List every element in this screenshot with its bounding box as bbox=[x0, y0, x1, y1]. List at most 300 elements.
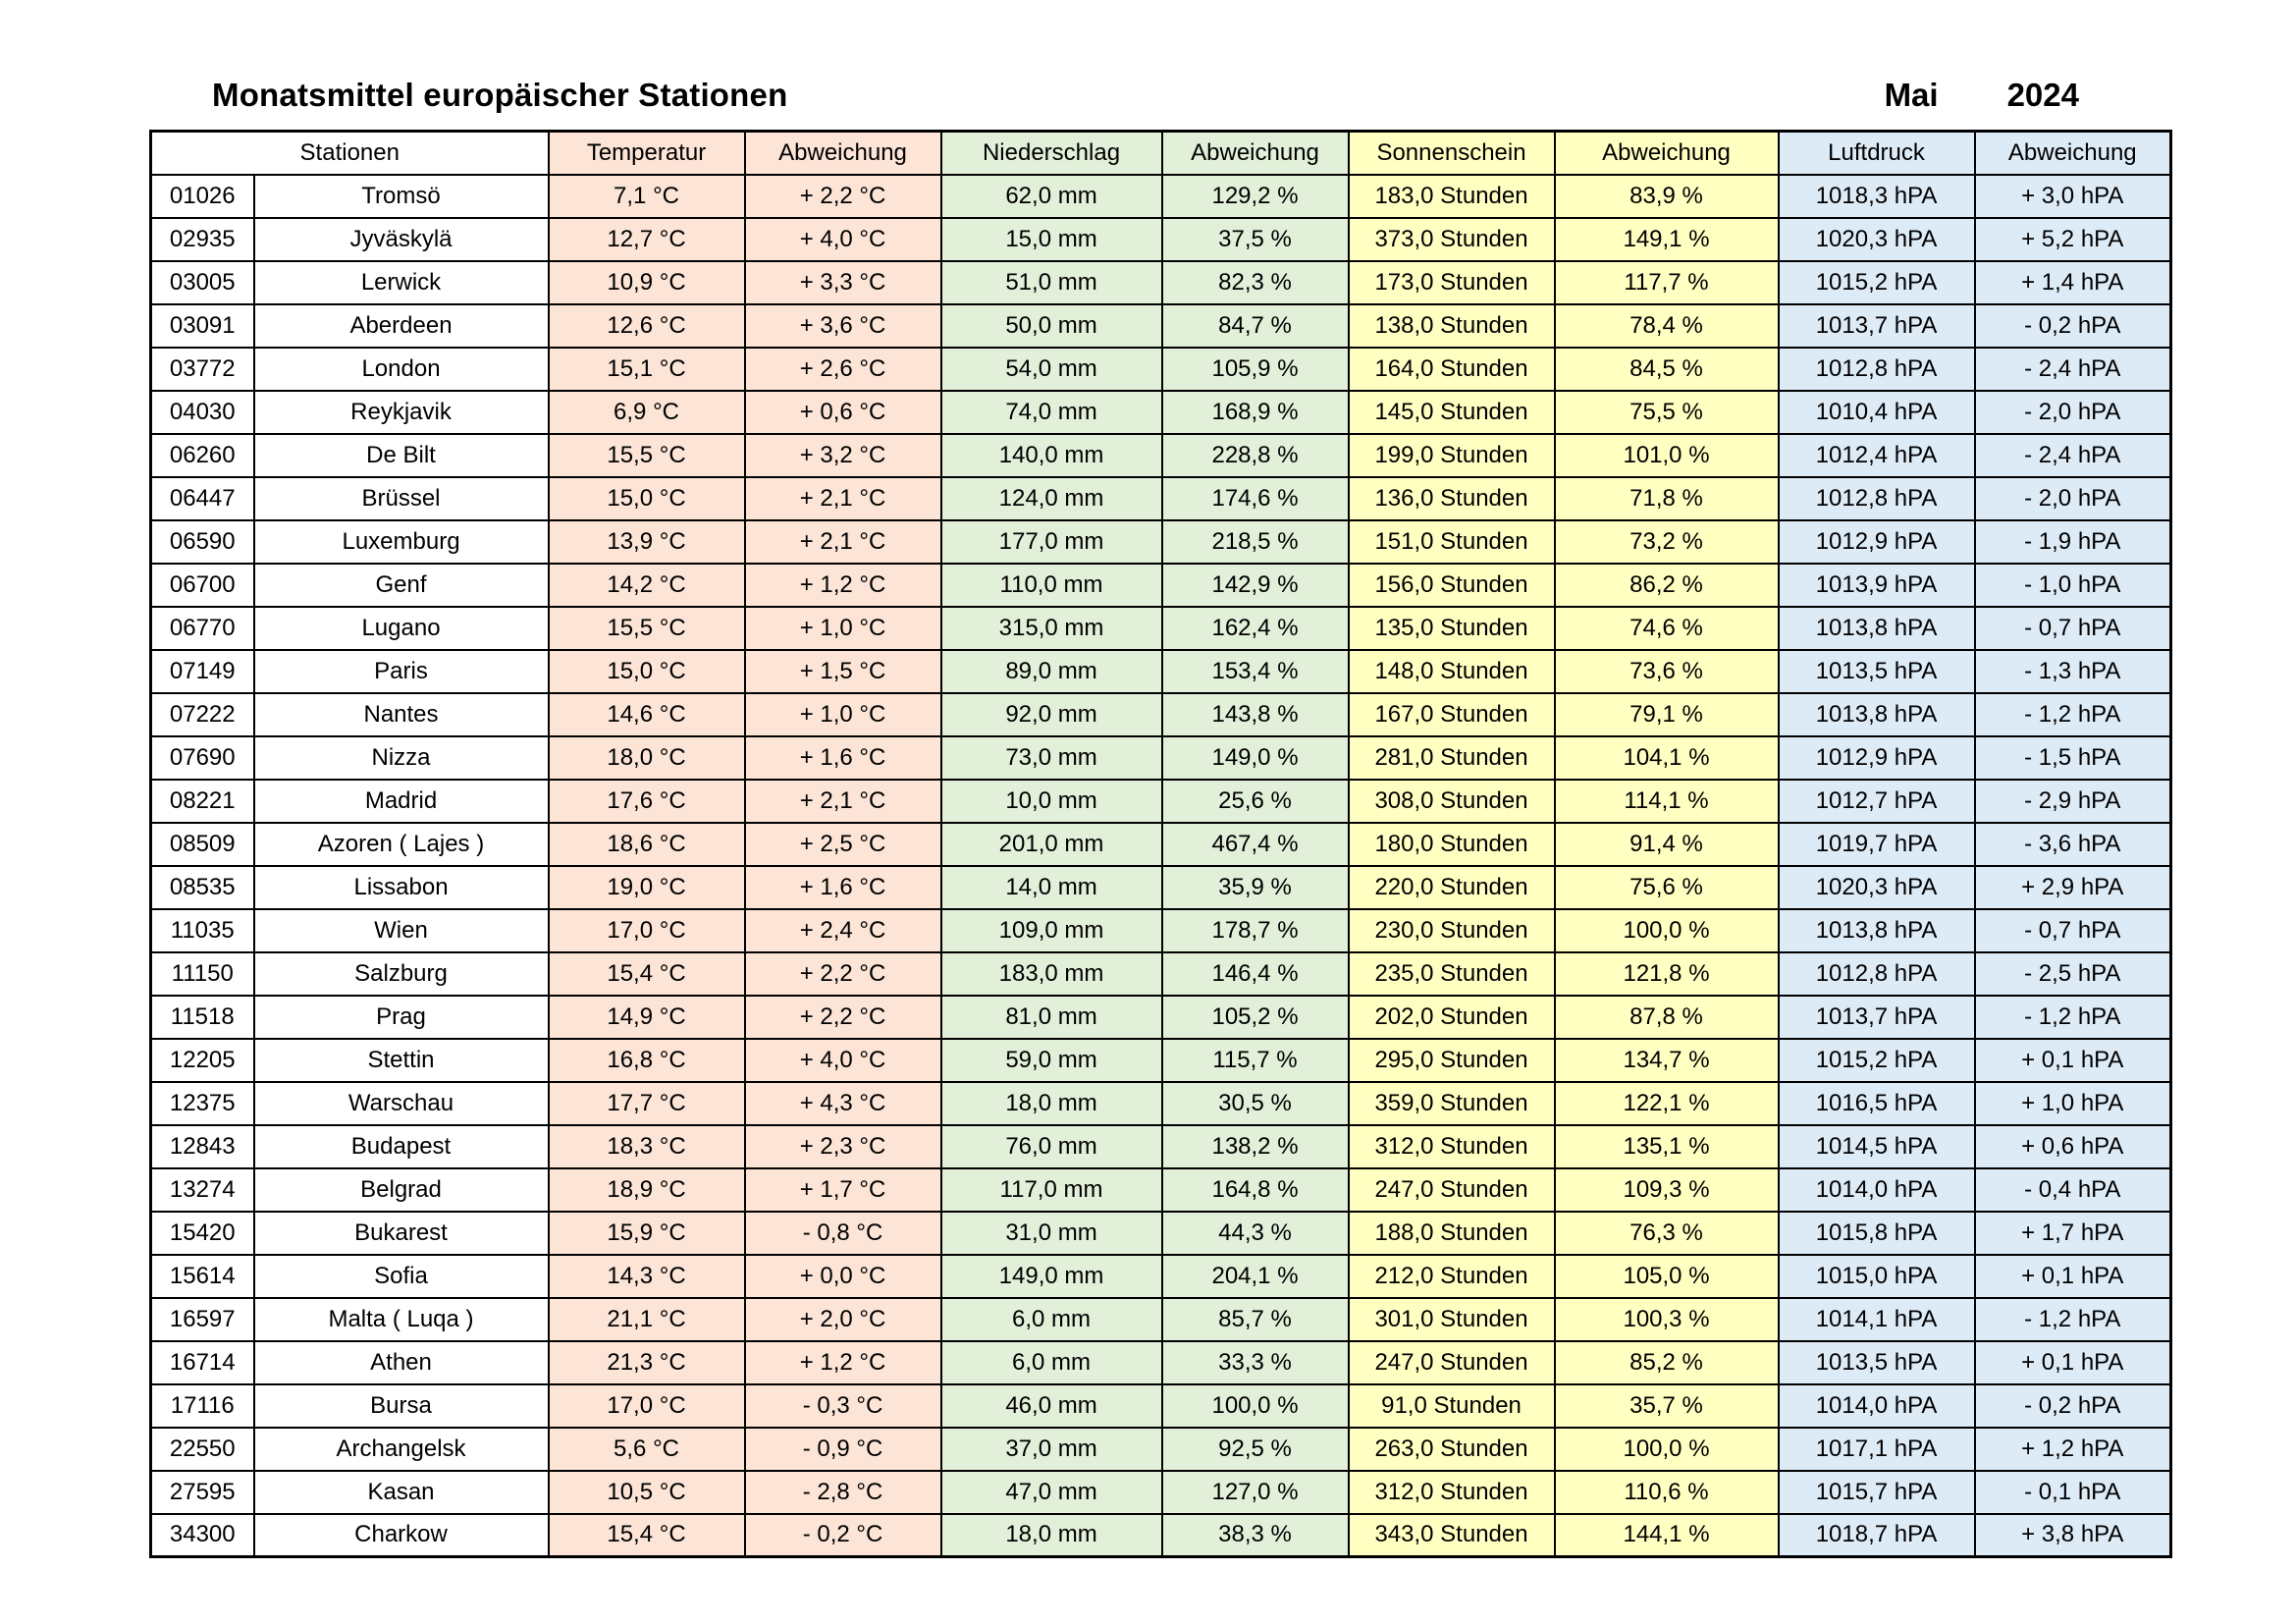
station-name: Reykjavik bbox=[254, 391, 549, 434]
sunshine-deviation: 75,5 % bbox=[1555, 391, 1779, 434]
sunshine-value: 295,0 Stunden bbox=[1349, 1039, 1555, 1082]
pressure-deviation: - 0,2 hPA bbox=[1975, 1384, 2171, 1428]
precipitation-deviation: 92,5 % bbox=[1162, 1428, 1349, 1471]
precipitation-value: 201,0 mm bbox=[941, 823, 1162, 866]
precipitation-value: 183,0 mm bbox=[941, 952, 1162, 996]
precipitation-value: 18,0 mm bbox=[941, 1514, 1162, 1557]
station-id: 17116 bbox=[151, 1384, 254, 1428]
temperature-value: 15,1 °C bbox=[549, 348, 745, 391]
pressure-value: 1015,0 hPA bbox=[1779, 1255, 1975, 1298]
station-name: Lerwick bbox=[254, 261, 549, 304]
pressure-value: 1019,7 hPA bbox=[1779, 823, 1975, 866]
station-row bbox=[151, 1082, 2171, 1125]
station-name: Lugano bbox=[254, 607, 549, 650]
sunshine-deviation: 79,1 % bbox=[1555, 693, 1779, 736]
station-name: Lissabon bbox=[254, 866, 549, 909]
sunshine-deviation: 117,7 % bbox=[1555, 261, 1779, 304]
precipitation-deviation: 129,2 % bbox=[1162, 175, 1349, 218]
sunshine-value: 281,0 Stunden bbox=[1349, 736, 1555, 780]
station-id: 03091 bbox=[151, 304, 254, 348]
station-row bbox=[151, 1125, 2171, 1168]
pressure-deviation: - 2,4 hPA bbox=[1975, 434, 2171, 477]
temperature-deviation: - 0,8 °C bbox=[745, 1212, 941, 1255]
sunshine-deviation: 134,7 % bbox=[1555, 1039, 1779, 1082]
station-row bbox=[151, 909, 2171, 952]
sunshine-value: 247,0 Stunden bbox=[1349, 1168, 1555, 1212]
temperature-deviation: + 3,6 °C bbox=[745, 304, 941, 348]
precipitation-value: 149,0 mm bbox=[941, 1255, 1162, 1298]
sunshine-value: 135,0 Stunden bbox=[1349, 607, 1555, 650]
station-row bbox=[151, 520, 2171, 564]
pressure-deviation: - 1,0 hPA bbox=[1975, 564, 2171, 607]
temperature-value: 10,5 °C bbox=[549, 1471, 745, 1514]
temperature-value: 15,9 °C bbox=[549, 1212, 745, 1255]
station-id: 11150 bbox=[151, 952, 254, 996]
precipitation-value: 89,0 mm bbox=[941, 650, 1162, 693]
precipitation-deviation: 37,5 % bbox=[1162, 218, 1349, 261]
report-date bbox=[1885, 77, 2079, 114]
station-id: 07222 bbox=[151, 693, 254, 736]
precipitation-value: 315,0 mm bbox=[941, 607, 1162, 650]
temperature-deviation: + 2,4 °C bbox=[745, 909, 941, 952]
temperature-value: 14,2 °C bbox=[549, 564, 745, 607]
station-row bbox=[151, 175, 2171, 218]
station-row bbox=[151, 348, 2171, 391]
station-id: 11518 bbox=[151, 996, 254, 1039]
temperature-deviation: + 2,3 °C bbox=[745, 1125, 941, 1168]
station-id: 11035 bbox=[151, 909, 254, 952]
temperature-deviation: + 1,2 °C bbox=[745, 1341, 941, 1384]
temperature-deviation: + 2,1 °C bbox=[745, 780, 941, 823]
precipitation-deviation: 218,5 % bbox=[1162, 520, 1349, 564]
sunshine-value: 301,0 Stunden bbox=[1349, 1298, 1555, 1341]
station-name: Nantes bbox=[254, 693, 549, 736]
sunshine-deviation: 84,5 % bbox=[1555, 348, 1779, 391]
temperature-value: 17,6 °C bbox=[549, 780, 745, 823]
document-header bbox=[149, 77, 2169, 114]
station-name: Aberdeen bbox=[254, 304, 549, 348]
station-id: 03772 bbox=[151, 348, 254, 391]
temperature-deviation: + 4,0 °C bbox=[745, 218, 941, 261]
pressure-deviation: + 0,1 hPA bbox=[1975, 1039, 2171, 1082]
station-row bbox=[151, 866, 2171, 909]
precipitation-deviation: 44,3 % bbox=[1162, 1212, 1349, 1255]
station-row bbox=[151, 434, 2171, 477]
station-id: 08535 bbox=[151, 866, 254, 909]
pressure-deviation: - 1,2 hPA bbox=[1975, 996, 2171, 1039]
station-id: 08221 bbox=[151, 780, 254, 823]
sunshine-deviation: 83,9 % bbox=[1555, 175, 1779, 218]
station-name: Bukarest bbox=[254, 1212, 549, 1255]
sunshine-value: 212,0 Stunden bbox=[1349, 1255, 1555, 1298]
pressure-value: 1020,3 hPA bbox=[1779, 218, 1975, 261]
pressure-deviation: - 2,9 hPA bbox=[1975, 780, 2171, 823]
precipitation-value: 51,0 mm bbox=[941, 261, 1162, 304]
temperature-value: 21,1 °C bbox=[549, 1298, 745, 1341]
station-name: De Bilt bbox=[254, 434, 549, 477]
temperature-deviation: + 1,0 °C bbox=[745, 693, 941, 736]
station-name: Stettin bbox=[254, 1039, 549, 1082]
pressure-deviation: + 3,0 hPA bbox=[1975, 175, 2171, 218]
precipitation-value: 74,0 mm bbox=[941, 391, 1162, 434]
pressure-value: 1014,0 hPA bbox=[1779, 1384, 1975, 1428]
sunshine-deviation: 135,1 % bbox=[1555, 1125, 1779, 1168]
temperature-value: 17,7 °C bbox=[549, 1082, 745, 1125]
temperature-value: 18,6 °C bbox=[549, 823, 745, 866]
sunshine-deviation: 73,6 % bbox=[1555, 650, 1779, 693]
precipitation-deviation: 38,3 % bbox=[1162, 1514, 1349, 1557]
sunshine-deviation: 105,0 % bbox=[1555, 1255, 1779, 1298]
precipitation-deviation: 138,2 % bbox=[1162, 1125, 1349, 1168]
station-name: Madrid bbox=[254, 780, 549, 823]
precipitation-value: 18,0 mm bbox=[941, 1082, 1162, 1125]
pressure-deviation: - 3,6 hPA bbox=[1975, 823, 2171, 866]
station-row bbox=[151, 1039, 2171, 1082]
sunshine-value: 308,0 Stunden bbox=[1349, 780, 1555, 823]
pressure-value: 1013,8 hPA bbox=[1779, 607, 1975, 650]
sunshine-value: 151,0 Stunden bbox=[1349, 520, 1555, 564]
sunshine-deviation: 104,1 % bbox=[1555, 736, 1779, 780]
header-luftdruck: Luftdruck bbox=[1779, 132, 1975, 175]
sunshine-deviation: 122,1 % bbox=[1555, 1082, 1779, 1125]
station-row bbox=[151, 261, 2171, 304]
pressure-deviation: - 0,7 hPA bbox=[1975, 607, 2171, 650]
sunshine-value: 373,0 Stunden bbox=[1349, 218, 1555, 261]
sunshine-value: 173,0 Stunden bbox=[1349, 261, 1555, 304]
report-month: Mai bbox=[1884, 77, 1939, 113]
station-id: 07149 bbox=[151, 650, 254, 693]
station-row bbox=[151, 1298, 2171, 1341]
pressure-value: 1014,5 hPA bbox=[1779, 1125, 1975, 1168]
station-name: Budapest bbox=[254, 1125, 549, 1168]
temperature-value: 5,6 °C bbox=[549, 1428, 745, 1471]
precipitation-deviation: 168,9 % bbox=[1162, 391, 1349, 434]
temperature-deviation: + 2,2 °C bbox=[745, 996, 941, 1039]
pressure-value: 1017,1 hPA bbox=[1779, 1428, 1975, 1471]
station-row bbox=[151, 1168, 2171, 1212]
temperature-value: 13,9 °C bbox=[549, 520, 745, 564]
pressure-value: 1012,7 hPA bbox=[1779, 780, 1975, 823]
precipitation-value: 10,0 mm bbox=[941, 780, 1162, 823]
station-id: 15420 bbox=[151, 1212, 254, 1255]
station-name: Charkow bbox=[254, 1514, 549, 1557]
pressure-deviation: - 1,9 hPA bbox=[1975, 520, 2171, 564]
sunshine-value: 199,0 Stunden bbox=[1349, 434, 1555, 477]
station-name: Bursa bbox=[254, 1384, 549, 1428]
station-id: 22550 bbox=[151, 1428, 254, 1471]
temperature-deviation: + 1,2 °C bbox=[745, 564, 941, 607]
header-sonnenschein: Sonnenschein bbox=[1349, 132, 1555, 175]
precipitation-deviation: 25,6 % bbox=[1162, 780, 1349, 823]
station-id: 12375 bbox=[151, 1082, 254, 1125]
precipitation-value: 37,0 mm bbox=[941, 1428, 1162, 1471]
station-name: Warschau bbox=[254, 1082, 549, 1125]
pressure-deviation: - 0,4 hPA bbox=[1975, 1168, 2171, 1212]
pressure-deviation: + 0,1 hPA bbox=[1975, 1255, 2171, 1298]
station-row bbox=[151, 1471, 2171, 1514]
precipitation-deviation: 174,6 % bbox=[1162, 477, 1349, 520]
pressure-value: 1013,8 hPA bbox=[1779, 693, 1975, 736]
precipitation-value: 109,0 mm bbox=[941, 909, 1162, 952]
precipitation-deviation: 85,7 % bbox=[1162, 1298, 1349, 1341]
station-id: 13274 bbox=[151, 1168, 254, 1212]
report-year: 2024 bbox=[2006, 77, 2079, 113]
pressure-deviation: - 1,5 hPA bbox=[1975, 736, 2171, 780]
station-row bbox=[151, 1255, 2171, 1298]
sunshine-deviation: 109,3 % bbox=[1555, 1168, 1779, 1212]
pressure-deviation: - 2,5 hPA bbox=[1975, 952, 2171, 996]
station-id: 27595 bbox=[151, 1471, 254, 1514]
station-id: 01026 bbox=[151, 175, 254, 218]
temperature-value: 18,0 °C bbox=[549, 736, 745, 780]
temperature-value: 14,6 °C bbox=[549, 693, 745, 736]
sunshine-value: 220,0 Stunden bbox=[1349, 866, 1555, 909]
station-row bbox=[151, 1514, 2171, 1557]
station-name: Paris bbox=[254, 650, 549, 693]
sunshine-deviation: 76,3 % bbox=[1555, 1212, 1779, 1255]
temperature-value: 15,4 °C bbox=[549, 952, 745, 996]
precipitation-value: 62,0 mm bbox=[941, 175, 1162, 218]
temperature-deviation: + 1,0 °C bbox=[745, 607, 941, 650]
station-name: Athen bbox=[254, 1341, 549, 1384]
sunshine-value: 312,0 Stunden bbox=[1349, 1471, 1555, 1514]
precipitation-deviation: 84,7 % bbox=[1162, 304, 1349, 348]
station-id: 08509 bbox=[151, 823, 254, 866]
precipitation-deviation: 228,8 % bbox=[1162, 434, 1349, 477]
pressure-deviation: - 2,0 hPA bbox=[1975, 391, 2171, 434]
sunshine-value: 312,0 Stunden bbox=[1349, 1125, 1555, 1168]
sunshine-deviation: 78,4 % bbox=[1555, 304, 1779, 348]
precipitation-deviation: 115,7 % bbox=[1162, 1039, 1349, 1082]
precipitation-value: 46,0 mm bbox=[941, 1384, 1162, 1428]
precipitation-value: 81,0 mm bbox=[941, 996, 1162, 1039]
sunshine-deviation: 35,7 % bbox=[1555, 1384, 1779, 1428]
pressure-value: 1016,5 hPA bbox=[1779, 1082, 1975, 1125]
temperature-deviation: + 3,3 °C bbox=[745, 261, 941, 304]
pressure-deviation: + 1,0 hPA bbox=[1975, 1082, 2171, 1125]
pressure-deviation: + 1,4 hPA bbox=[1975, 261, 2171, 304]
precipitation-deviation: 153,4 % bbox=[1162, 650, 1349, 693]
station-name: Archangelsk bbox=[254, 1428, 549, 1471]
precipitation-deviation: 105,2 % bbox=[1162, 996, 1349, 1039]
temperature-value: 6,9 °C bbox=[549, 391, 745, 434]
page-title: Monatsmittel europäischer Stationen bbox=[212, 77, 788, 113]
temperature-value: 21,3 °C bbox=[549, 1341, 745, 1384]
station-row bbox=[151, 780, 2171, 823]
pressure-deviation: - 1,3 hPA bbox=[1975, 650, 2171, 693]
station-row bbox=[151, 1428, 2171, 1471]
station-name: Malta ( Luqa ) bbox=[254, 1298, 549, 1341]
sunshine-value: 167,0 Stunden bbox=[1349, 693, 1555, 736]
sunshine-value: 136,0 Stunden bbox=[1349, 477, 1555, 520]
precipitation-value: 117,0 mm bbox=[941, 1168, 1162, 1212]
pressure-value: 1013,9 hPA bbox=[1779, 564, 1975, 607]
station-row bbox=[151, 607, 2171, 650]
pressure-deviation: - 0,1 hPA bbox=[1975, 1471, 2171, 1514]
temperature-value: 15,0 °C bbox=[549, 650, 745, 693]
sunshine-deviation: 87,8 % bbox=[1555, 996, 1779, 1039]
temperature-value: 18,9 °C bbox=[549, 1168, 745, 1212]
sunshine-deviation: 73,2 % bbox=[1555, 520, 1779, 564]
sunshine-deviation: 110,6 % bbox=[1555, 1471, 1779, 1514]
sunshine-deviation: 101,0 % bbox=[1555, 434, 1779, 477]
temperature-deviation: + 3,2 °C bbox=[745, 434, 941, 477]
temperature-value: 7,1 °C bbox=[549, 175, 745, 218]
station-row bbox=[151, 1341, 2171, 1384]
pressure-value: 1018,3 hPA bbox=[1779, 175, 1975, 218]
station-id: 16597 bbox=[151, 1298, 254, 1341]
station-row bbox=[151, 1212, 2171, 1255]
sunshine-deviation: 86,2 % bbox=[1555, 564, 1779, 607]
station-name: Nizza bbox=[254, 736, 549, 780]
station-row bbox=[151, 693, 2171, 736]
pressure-deviation: - 2,0 hPA bbox=[1975, 477, 2171, 520]
pressure-deviation: - 0,2 hPA bbox=[1975, 304, 2171, 348]
stations-tbody bbox=[151, 175, 2171, 1557]
pressure-value: 1010,4 hPA bbox=[1779, 391, 1975, 434]
pressure-value: 1020,3 hPA bbox=[1779, 866, 1975, 909]
precipitation-deviation: 127,0 % bbox=[1162, 1471, 1349, 1514]
pressure-value: 1012,8 hPA bbox=[1779, 348, 1975, 391]
precipitation-value: 76,0 mm bbox=[941, 1125, 1162, 1168]
header-stationen: Stationen bbox=[151, 132, 549, 175]
sunshine-value: 263,0 Stunden bbox=[1349, 1428, 1555, 1471]
pressure-deviation: + 1,7 hPA bbox=[1975, 1212, 2171, 1255]
pressure-deviation: - 2,4 hPA bbox=[1975, 348, 2171, 391]
precipitation-deviation: 30,5 % bbox=[1162, 1082, 1349, 1125]
precipitation-value: 110,0 mm bbox=[941, 564, 1162, 607]
temperature-value: 14,3 °C bbox=[549, 1255, 745, 1298]
station-id: 06260 bbox=[151, 434, 254, 477]
temperature-deviation: + 0,0 °C bbox=[745, 1255, 941, 1298]
temperature-value: 19,0 °C bbox=[549, 866, 745, 909]
sunshine-deviation: 100,0 % bbox=[1555, 1428, 1779, 1471]
station-name: Salzburg bbox=[254, 952, 549, 996]
temperature-deviation: + 1,6 °C bbox=[745, 736, 941, 780]
pressure-value: 1013,8 hPA bbox=[1779, 909, 1975, 952]
station-row bbox=[151, 823, 2171, 866]
pressure-value: 1012,8 hPA bbox=[1779, 952, 1975, 996]
sunshine-deviation: 144,1 % bbox=[1555, 1514, 1779, 1557]
precipitation-deviation: 100,0 % bbox=[1162, 1384, 1349, 1428]
pressure-deviation: - 1,2 hPA bbox=[1975, 1298, 2171, 1341]
precipitation-value: 59,0 mm bbox=[941, 1039, 1162, 1082]
station-id: 04030 bbox=[151, 391, 254, 434]
temperature-value: 17,0 °C bbox=[549, 1384, 745, 1428]
precipitation-deviation: 143,8 % bbox=[1162, 693, 1349, 736]
precipitation-deviation: 82,3 % bbox=[1162, 261, 1349, 304]
station-name: Genf bbox=[254, 564, 549, 607]
station-id: 03005 bbox=[151, 261, 254, 304]
temperature-deviation: + 2,0 °C bbox=[745, 1298, 941, 1341]
precipitation-value: 73,0 mm bbox=[941, 736, 1162, 780]
sunshine-value: 343,0 Stunden bbox=[1349, 1514, 1555, 1557]
precipitation-deviation: 467,4 % bbox=[1162, 823, 1349, 866]
station-name: Wien bbox=[254, 909, 549, 952]
temperature-deviation: + 1,5 °C bbox=[745, 650, 941, 693]
temperature-value: 12,6 °C bbox=[549, 304, 745, 348]
sunshine-value: 247,0 Stunden bbox=[1349, 1341, 1555, 1384]
header-sonnenschein-abweichung: Abweichung bbox=[1555, 132, 1779, 175]
pressure-value: 1013,7 hPA bbox=[1779, 304, 1975, 348]
station-name: Luxemburg bbox=[254, 520, 549, 564]
sunshine-value: 180,0 Stunden bbox=[1349, 823, 1555, 866]
station-name: Sofia bbox=[254, 1255, 549, 1298]
temperature-deviation: + 2,5 °C bbox=[745, 823, 941, 866]
temperature-deviation: + 2,6 °C bbox=[745, 348, 941, 391]
station-id: 06770 bbox=[151, 607, 254, 650]
temperature-value: 17,0 °C bbox=[549, 909, 745, 952]
precipitation-deviation: 105,9 % bbox=[1162, 348, 1349, 391]
station-name: London bbox=[254, 348, 549, 391]
pressure-value: 1012,9 hPA bbox=[1779, 736, 1975, 780]
station-row bbox=[151, 391, 2171, 434]
temperature-deviation: + 2,2 °C bbox=[745, 952, 941, 996]
temperature-deviation: + 0,6 °C bbox=[745, 391, 941, 434]
sunshine-value: 235,0 Stunden bbox=[1349, 952, 1555, 996]
station-row bbox=[151, 952, 2171, 996]
sunshine-deviation: 100,0 % bbox=[1555, 909, 1779, 952]
header-niederschlag-abweichung: Abweichung bbox=[1162, 132, 1349, 175]
sunshine-value: 138,0 Stunden bbox=[1349, 304, 1555, 348]
pressure-value: 1012,4 hPA bbox=[1779, 434, 1975, 477]
precipitation-value: 6,0 mm bbox=[941, 1341, 1162, 1384]
precipitation-deviation: 146,4 % bbox=[1162, 952, 1349, 996]
table-header-row bbox=[151, 132, 2171, 175]
station-name: Tromsö bbox=[254, 175, 549, 218]
precipitation-value: 15,0 mm bbox=[941, 218, 1162, 261]
sunshine-value: 145,0 Stunden bbox=[1349, 391, 1555, 434]
station-id: 06700 bbox=[151, 564, 254, 607]
pressure-value: 1015,7 hPA bbox=[1779, 1471, 1975, 1514]
precipitation-deviation: 162,4 % bbox=[1162, 607, 1349, 650]
precipitation-value: 92,0 mm bbox=[941, 693, 1162, 736]
sunshine-value: 148,0 Stunden bbox=[1349, 650, 1555, 693]
station-id: 16714 bbox=[151, 1341, 254, 1384]
station-row bbox=[151, 996, 2171, 1039]
temperature-value: 15,5 °C bbox=[549, 434, 745, 477]
pressure-deviation: - 1,2 hPA bbox=[1975, 693, 2171, 736]
station-id: 02935 bbox=[151, 218, 254, 261]
precipitation-value: 14,0 mm bbox=[941, 866, 1162, 909]
pressure-deviation: - 0,7 hPA bbox=[1975, 909, 2171, 952]
temperature-deviation: + 4,3 °C bbox=[745, 1082, 941, 1125]
sunshine-deviation: 74,6 % bbox=[1555, 607, 1779, 650]
precipitation-value: 47,0 mm bbox=[941, 1471, 1162, 1514]
temperature-deviation: - 2,8 °C bbox=[745, 1471, 941, 1514]
precipitation-value: 140,0 mm bbox=[941, 434, 1162, 477]
temperature-value: 14,9 °C bbox=[549, 996, 745, 1039]
temperature-value: 15,5 °C bbox=[549, 607, 745, 650]
sunshine-value: 188,0 Stunden bbox=[1349, 1212, 1555, 1255]
sunshine-deviation: 149,1 % bbox=[1555, 218, 1779, 261]
station-row bbox=[151, 218, 2171, 261]
pressure-value: 1015,2 hPA bbox=[1779, 1039, 1975, 1082]
station-id: 12205 bbox=[151, 1039, 254, 1082]
pressure-value: 1013,5 hPA bbox=[1779, 1341, 1975, 1384]
station-row bbox=[151, 650, 2171, 693]
temperature-deviation: + 4,0 °C bbox=[745, 1039, 941, 1082]
pressure-deviation: + 3,8 hPA bbox=[1975, 1514, 2171, 1557]
pressure-value: 1012,9 hPA bbox=[1779, 520, 1975, 564]
temperature-value: 16,8 °C bbox=[549, 1039, 745, 1082]
station-name: Belgrad bbox=[254, 1168, 549, 1212]
header-temperatur-abweichung: Abweichung bbox=[745, 132, 941, 175]
precipitation-deviation: 149,0 % bbox=[1162, 736, 1349, 780]
header-luftdruck-abweichung: Abweichung bbox=[1975, 132, 2171, 175]
pressure-value: 1012,8 hPA bbox=[1779, 477, 1975, 520]
pressure-deviation: + 1,2 hPA bbox=[1975, 1428, 2171, 1471]
